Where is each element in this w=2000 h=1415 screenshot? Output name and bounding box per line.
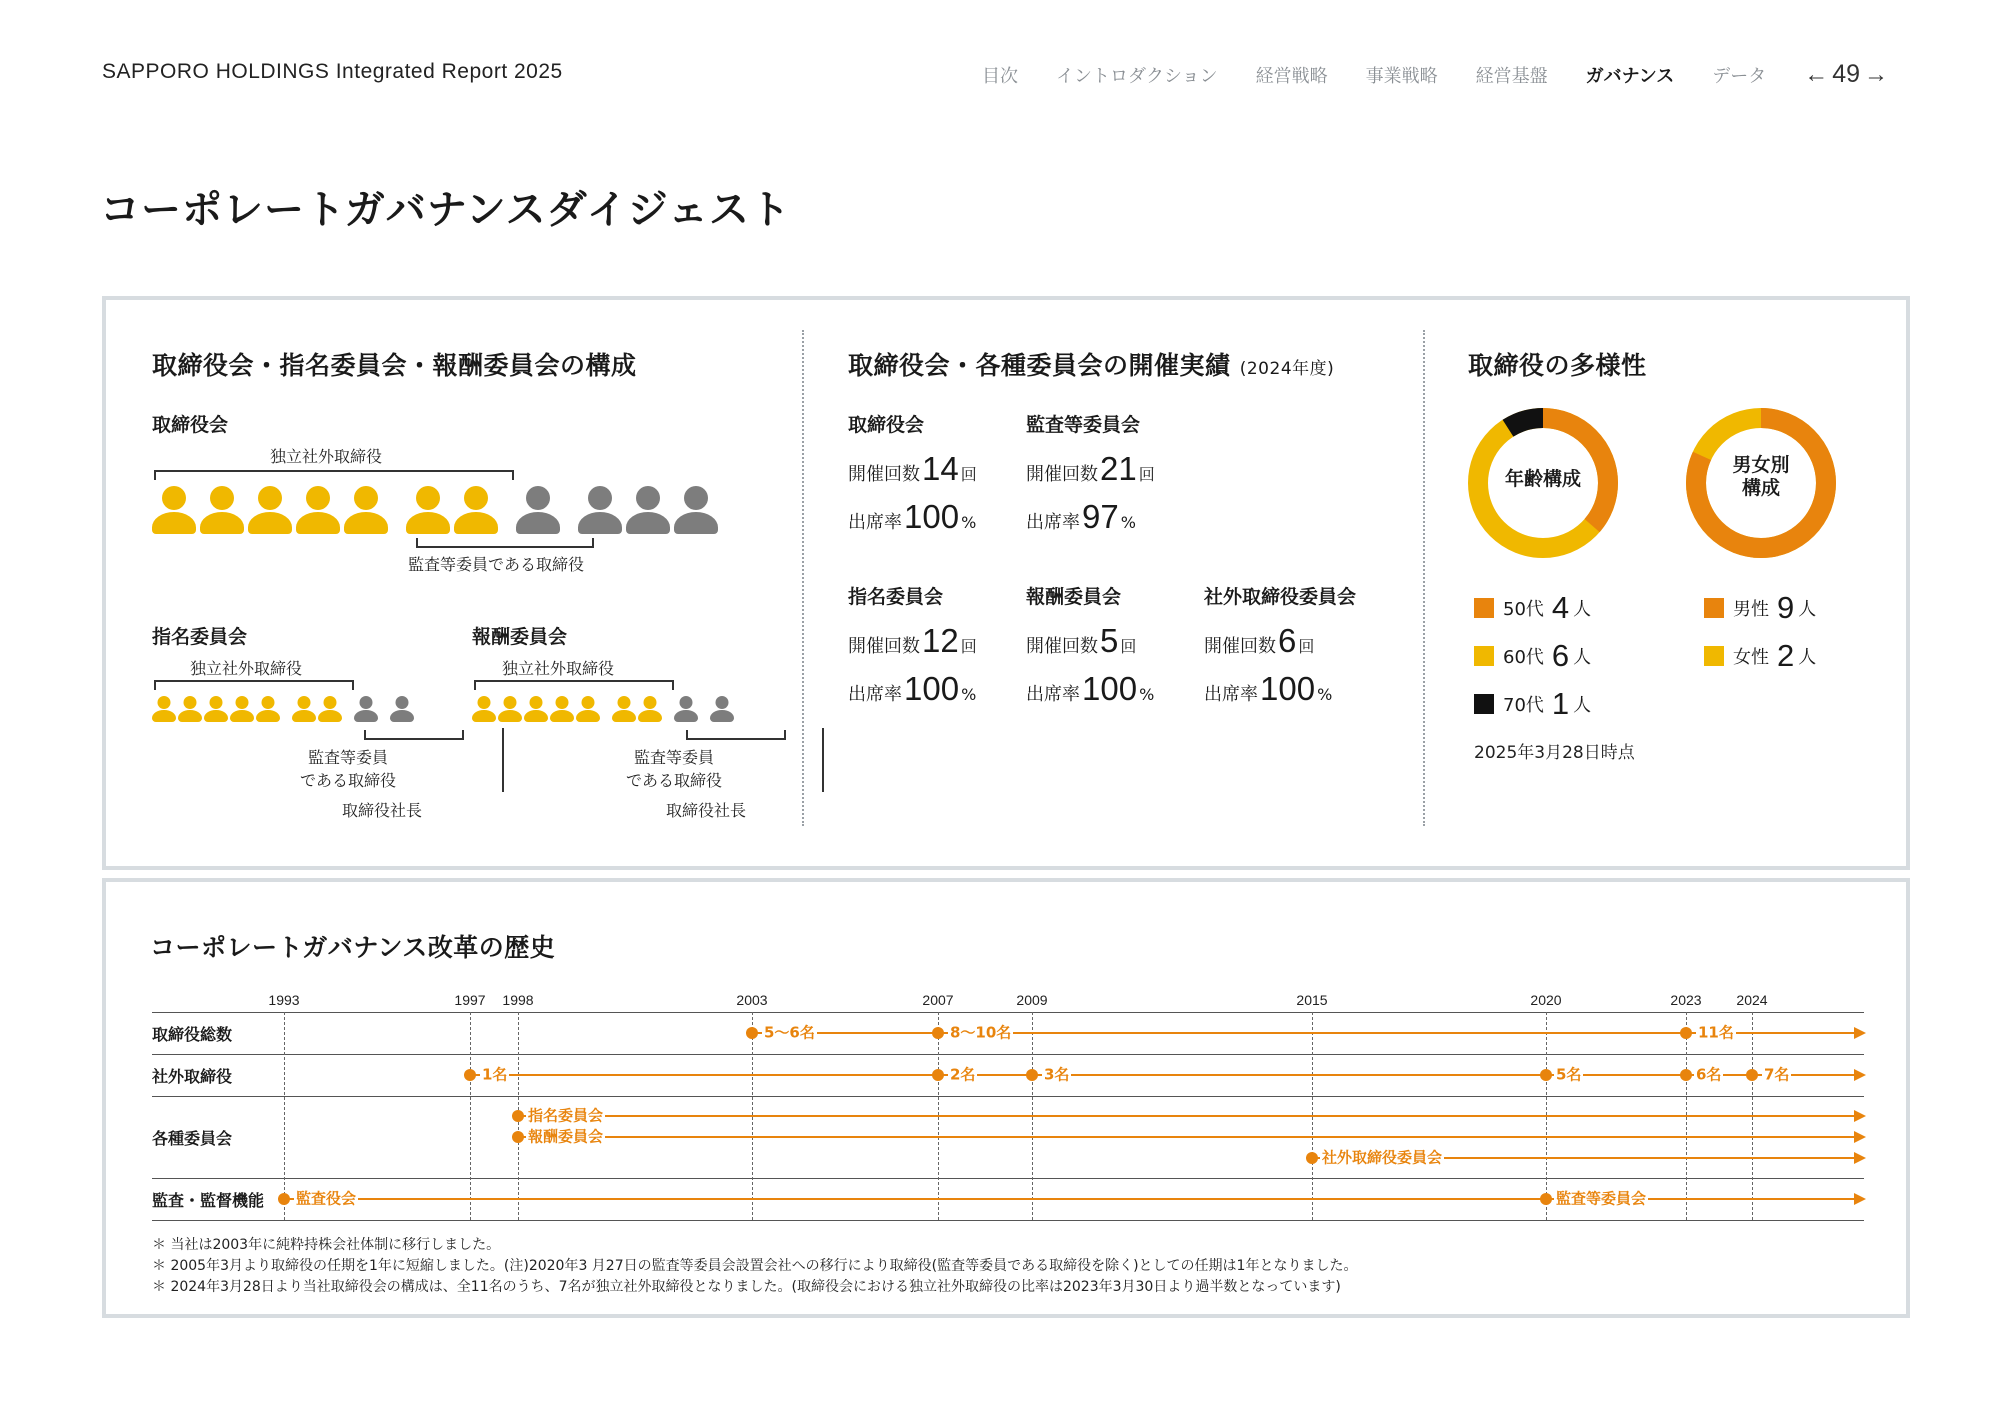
timeline-arrow <box>518 1115 1864 1117</box>
nav-item-business[interactable]: 事業戦略 <box>1365 65 1438 87</box>
nav-item-strategy[interactable]: 経営戦略 <box>1255 65 1328 87</box>
person-icon <box>516 486 560 534</box>
compensation-members <box>472 696 736 722</box>
meeting-nomination-attendance: 出席率100 % <box>848 670 977 707</box>
legend-age-60s: 60代 6 人 <box>1474 638 1591 674</box>
year-label: 2024 <box>1736 992 1768 1008</box>
independent-bracket <box>154 470 514 480</box>
timeline-rule <box>152 1178 1864 1179</box>
legend-age-70s: 70代 1 人 <box>1474 686 1591 722</box>
person-icon <box>152 696 176 722</box>
arrow-left-icon[interactable]: ← <box>1804 60 1829 88</box>
person-icon <box>626 486 670 534</box>
nomination-audit-label: 監査等委員 である取締役 <box>300 748 397 791</box>
compensation-independent-bracket <box>474 680 674 690</box>
meeting-audit-count: 開催回数21 回 <box>1026 450 1155 487</box>
legend-swatch <box>1474 598 1494 618</box>
event-audit-committee-2020: 監査等委員会 <box>1556 1189 1647 1208</box>
footnote: ＊ 2024年3月28日より当社取締役会の構成は、全11名のうち、7名が独立社外取締役となりました。(取締役会における独立社外取締役の比率は2023年3月30日より過半数となっています) <box>152 1279 1341 1295</box>
person-icon <box>498 696 522 722</box>
person-icon <box>256 696 280 722</box>
event-outside-1997: 1名 <box>482 1065 508 1084</box>
year-label: 2003 <box>736 992 768 1008</box>
year-label: 2015 <box>1296 992 1328 1008</box>
compensation-independent-label: 独立社外取締役 <box>502 659 615 678</box>
composition-title: 取締役会・指名委員会・報酬委員会の構成 <box>152 351 637 380</box>
legend-male: 男性 9 人 <box>1704 590 1816 626</box>
column-divider <box>1423 330 1425 826</box>
timeline-segment <box>284 1198 1546 1200</box>
legend-swatch <box>1704 598 1724 618</box>
timeline-arrow <box>470 1074 1864 1076</box>
independent-director-label: 独立社外取締役 <box>270 447 383 466</box>
audit-director-label: 監査等委員である取締役 <box>408 555 585 574</box>
audit-bracket <box>416 538 594 548</box>
event-total-2007: 8〜10名 <box>950 1023 1012 1042</box>
timeline-dot <box>1306 1152 1318 1164</box>
person-icon <box>178 696 202 722</box>
timeline-rule <box>152 1220 1864 1221</box>
event-outside-2009: 3名 <box>1044 1065 1070 1084</box>
timeline-dot <box>746 1027 758 1039</box>
legend-swatch <box>1474 646 1494 666</box>
footnote: ＊ 2005年3月より取締役の任期を1年に短縮しました。(注)2020年3 月27日の監査等委員会設置会社への移行により取締役(監査等委員である取締役を除く)としての任期は1年となりました。 <box>152 1258 1358 1274</box>
board-label: 取締役会 <box>152 414 229 436</box>
year-guide <box>470 1012 471 1220</box>
person-icon <box>406 486 450 534</box>
legend-swatch <box>1474 694 1494 714</box>
meeting-audit-attendance: 出席率97 % <box>1026 498 1136 535</box>
person-icon <box>454 486 498 534</box>
nomination-audit-bracket <box>364 730 464 740</box>
event-outside-2024: 7名 <box>1764 1065 1790 1084</box>
person-icon <box>152 486 196 534</box>
report-brand: SAPPORO HOLDINGS Integrated Report 2025 <box>102 60 563 83</box>
nav-item-governance[interactable]: ガバナンス <box>1585 65 1675 87</box>
event-outside-2020: 5名 <box>1556 1065 1582 1084</box>
person-icon <box>204 696 228 722</box>
diversity-as-of: 2025年3月28日時点 <box>1474 743 1635 763</box>
president-label: 取締役社長 <box>666 801 747 820</box>
event-kansayaku-1993: 監査役会 <box>296 1189 357 1208</box>
person-icon <box>318 696 342 722</box>
legend-swatch <box>1704 646 1724 666</box>
president-pointer <box>502 728 504 792</box>
nav-item-foundation[interactable]: 経営基盤 <box>1475 65 1548 87</box>
person-icon <box>550 696 574 722</box>
diversity-title: 取締役の多様性 <box>1468 351 1647 380</box>
person-icon <box>200 486 244 534</box>
year-label: 1993 <box>268 992 300 1008</box>
person-icon <box>292 696 316 722</box>
person-icon <box>578 486 622 534</box>
year-label: 2023 <box>1670 992 1702 1008</box>
year-label: 1997 <box>454 992 486 1008</box>
meeting-audit-name: 監査等委員会 <box>1026 414 1141 436</box>
person-icon <box>344 486 388 534</box>
meeting-compensation-attendance: 出席率100 % <box>1026 670 1155 707</box>
timeline-dot <box>1540 1193 1552 1205</box>
year-label: 2020 <box>1530 992 1562 1008</box>
person-icon <box>248 486 292 534</box>
row-label-committees: 各種委員会 <box>152 1129 233 1148</box>
year-guide <box>284 1012 285 1220</box>
person-icon <box>524 696 548 722</box>
nav-item-contents[interactable]: 目次 <box>982 65 1018 87</box>
compensation-label: 報酬委員会 <box>472 626 568 648</box>
person-icon <box>638 696 662 722</box>
history-panel <box>102 878 1910 1318</box>
row-label-total-directors: 取締役総数 <box>152 1025 233 1044</box>
timeline-dot <box>512 1110 524 1122</box>
meeting-board-attendance: 出席率100 % <box>848 498 977 535</box>
nav-item-data[interactable]: データ <box>1712 65 1767 87</box>
timeline-segment <box>938 1032 1686 1034</box>
timeline-dot <box>512 1131 524 1143</box>
event-total-2003: 5〜6名 <box>764 1023 815 1042</box>
meetings-title: 取締役会・各種委員会の開催実績 (2024年度) <box>848 351 1335 380</box>
page-number: 49 <box>1832 60 1861 88</box>
person-icon <box>710 696 734 722</box>
timeline-rule <box>152 1096 1864 1097</box>
event-total-2023: 11名 <box>1698 1023 1734 1042</box>
gender-donut-label: 男女別 構成 <box>1732 454 1790 499</box>
compensation-audit-bracket <box>686 730 786 740</box>
president-label: 取締役社長 <box>342 801 423 820</box>
timeline-rule <box>152 1012 1864 1013</box>
person-icon <box>472 696 496 722</box>
timeline-dot <box>278 1193 290 1205</box>
timeline-dot <box>932 1069 944 1081</box>
page-title: コーポレートガバナンスダイジェスト <box>100 187 791 233</box>
person-icon <box>230 696 254 722</box>
timeline-rule <box>152 1054 1864 1055</box>
row-label-outside-directors: 社外取締役 <box>152 1067 233 1086</box>
meeting-outside-committee-name: 社外取締役委員会 <box>1204 586 1357 608</box>
nav-item-introduction[interactable]: イントロダクション <box>1056 65 1218 87</box>
year-label: 2007 <box>922 992 954 1008</box>
nomination-members <box>152 696 416 722</box>
row-label-audit-function: 監査・監督機能 <box>152 1191 265 1210</box>
arrow-right-icon[interactable]: → <box>1864 60 1889 88</box>
footnote: ＊ 当社は2003年に純粋持株会社体制に移行しました。 <box>152 1237 501 1253</box>
compensation-audit-label: 監査等委員 である取締役 <box>626 748 723 791</box>
board-members <box>152 486 722 534</box>
timeline-dot <box>1746 1069 1758 1081</box>
person-icon <box>674 696 698 722</box>
timeline-dot <box>1026 1069 1038 1081</box>
age-donut-label: 年齢構成 <box>1504 468 1581 490</box>
legend-female: 女性 2 人 <box>1704 638 1816 674</box>
meeting-nomination-name: 指名委員会 <box>848 586 944 608</box>
meeting-outside-committee-attendance: 出席率100 % <box>1204 670 1333 707</box>
meeting-board-name: 取締役会 <box>848 414 925 436</box>
person-icon <box>612 696 636 722</box>
governance-summary-panel <box>102 296 1910 870</box>
year-label: 2009 <box>1016 992 1048 1008</box>
president-pointer <box>822 728 824 792</box>
meeting-compensation-count: 開催回数5 回 <box>1026 622 1137 659</box>
timeline-dot <box>932 1027 944 1039</box>
nomination-independent-label: 独立社外取締役 <box>190 659 303 678</box>
column-divider <box>802 330 804 826</box>
event-outside-committee-2015: 社外取締役委員会 <box>1322 1148 1443 1167</box>
meeting-nomination-count: 開催回数12 回 <box>848 622 977 659</box>
meeting-outside-committee-count: 開催回数6 回 <box>1204 622 1315 659</box>
nomination-label: 指名委員会 <box>152 626 248 648</box>
event-compensation-1998: 報酬委員会 <box>528 1127 604 1146</box>
timeline-dot <box>1680 1027 1692 1039</box>
person-icon <box>390 696 414 722</box>
person-icon <box>296 486 340 534</box>
person-icon <box>576 696 600 722</box>
timeline-arrow <box>518 1136 1864 1138</box>
event-nomination-1998: 指名委員会 <box>528 1106 604 1125</box>
event-outside-2023: 6名 <box>1696 1065 1722 1084</box>
year-label: 1998 <box>502 992 534 1008</box>
person-icon <box>674 486 718 534</box>
timeline-dot <box>1680 1069 1692 1081</box>
page-pager <box>1804 60 1888 89</box>
timeline-dot <box>1540 1069 1552 1081</box>
person-icon <box>354 696 378 722</box>
top-navigation <box>982 60 1888 89</box>
event-outside-2007: 2名 <box>950 1065 976 1084</box>
legend-age-50s: 50代 4 人 <box>1474 590 1591 626</box>
meeting-compensation-name: 報酬委員会 <box>1026 586 1122 608</box>
nomination-independent-bracket <box>154 680 354 690</box>
timeline-dot <box>464 1069 476 1081</box>
meeting-board-count: 開催回数14 回 <box>848 450 977 487</box>
history-title: コーポレートガバナンス改革の歴史 <box>150 933 556 962</box>
